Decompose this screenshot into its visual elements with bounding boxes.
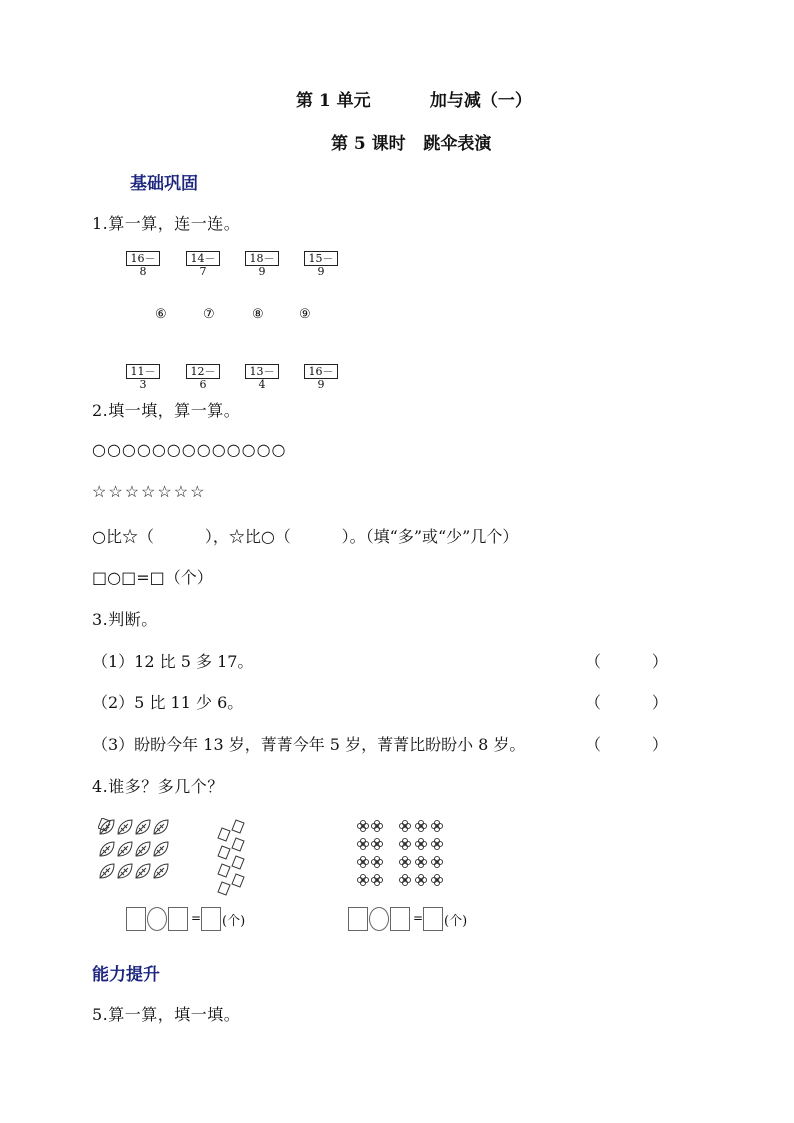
answer-circle[interactable]: ⑨ [299, 307, 311, 322]
answer-box[interactable] [423, 907, 443, 931]
expr-box: 15－9 [304, 251, 338, 266]
answer-paren[interactable]: （ ） [585, 652, 668, 671]
answer-circle[interactable]: ⑧ [252, 307, 264, 322]
answer-circle[interactable]: ⑦ [203, 307, 215, 322]
flag-icon-group [98, 818, 244, 895]
answer-box[interactable] [168, 907, 188, 931]
answer-paren[interactable]: （ ） [585, 735, 668, 754]
expr-box: 16－8 [126, 251, 160, 266]
unit-label: (个) [444, 914, 468, 929]
answer-box[interactable] [126, 907, 146, 931]
leaves-flags-picture [98, 818, 258, 898]
circles-row: ○○○○○○○○○○○○○ [92, 440, 287, 459]
answer-box[interactable] [201, 907, 221, 931]
equals-sign: = [413, 911, 424, 925]
expr-box: 14－7 [186, 251, 220, 266]
expr-box: 16－9 [304, 364, 338, 379]
flower-icon-group [357, 820, 442, 885]
operator-circle[interactable] [147, 907, 167, 931]
judge-item-3: （3）盼盼今年 13 岁，菁菁今年 5 岁，菁菁比盼盼小 8 岁。 [92, 735, 526, 754]
expr-box: 11－3 [126, 364, 160, 379]
question-2: 2.填一填，算一算。 [92, 401, 241, 420]
formula-line[interactable]: □○□=□（个） [92, 568, 213, 587]
section-basic: 基础巩固 [130, 174, 198, 194]
judge-item-2: （2）5 比 11 少 6。 [92, 693, 244, 712]
answer-circle[interactable]: ⑥ [155, 307, 167, 322]
unit-label: (个) [222, 914, 246, 929]
equals-sign: = [191, 911, 202, 925]
operator-circle[interactable] [369, 907, 389, 931]
compare-sentence[interactable]: ○比☆（ ），☆比○（ ）。（填“多”或“少”几个） [92, 527, 519, 546]
question-3: 3.判断。 [92, 610, 158, 629]
answer-box[interactable] [390, 907, 410, 931]
expr-box: 12－6 [186, 364, 220, 379]
unit-title: 第 1 单元 加与减（一） [296, 91, 532, 111]
judge-item-1: （1）12 比 5 多 17。 [92, 652, 254, 671]
question-5: 5.算一算，填一填。 [92, 1005, 241, 1024]
lesson-title: 第 5 课时 跳伞表演 [331, 134, 492, 154]
expr-box: 18－9 [245, 251, 279, 266]
answer-box[interactable] [348, 907, 368, 931]
stars-row: ☆☆☆☆☆☆☆ [92, 482, 207, 501]
leaf-icon-group [100, 820, 168, 878]
question-4: 4.谁多？多几个？ [92, 777, 224, 796]
question-1: 1.算一算，连一连。 [92, 214, 241, 233]
flowers-picture [355, 818, 455, 893]
section-ability: 能力提升 [92, 965, 160, 985]
answer-paren[interactable]: （ ） [585, 693, 668, 712]
expr-box: 13－4 [245, 364, 279, 379]
